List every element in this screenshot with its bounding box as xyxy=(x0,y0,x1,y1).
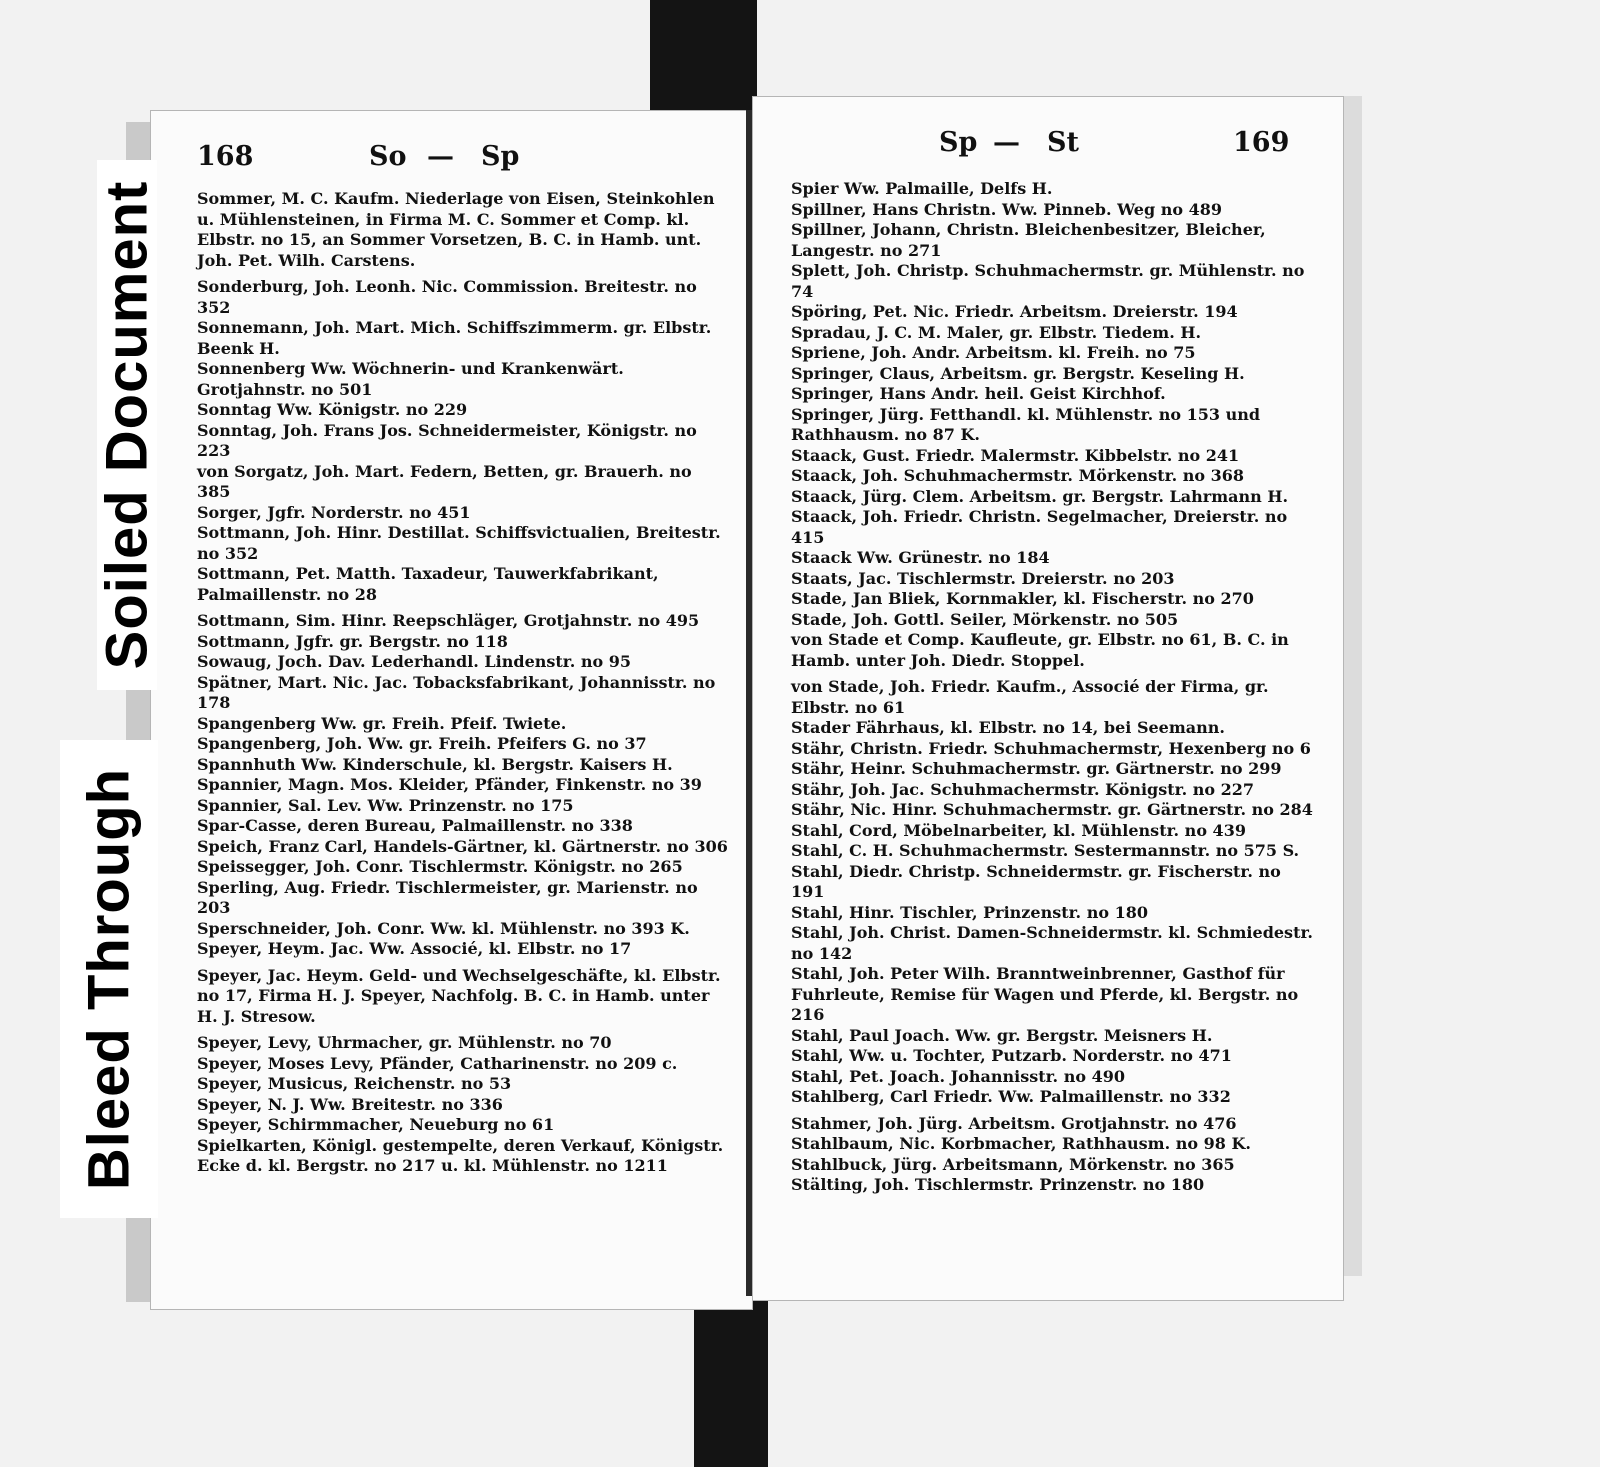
black-strip-top xyxy=(650,0,757,112)
directory-entry: Sonnenberg Ww. Wöchnerin- und Krankenwärt. Grotjahnstr. no 501 xyxy=(197,359,624,399)
directory-entry: Speyer, Moses Levy, Pfänder, Catharinenstr. no 209 c. xyxy=(197,1053,678,1073)
directory-entry: Stahl, Ww. u. Tochter, Putzarb. Norderstr. no 471 xyxy=(791,1046,1232,1065)
directory-entry: Spöring, Pet. Nic. Friedr. Arbeitsm. Dreierstr. 194 xyxy=(791,302,1238,321)
range-dash: — xyxy=(993,127,1020,158)
directory-entry: Sonnemann, Joh. Mart. Mich. Schiffszimmerm. gr. Elbstr. Beenk H. xyxy=(197,318,712,358)
directory-entry: Speyer, Heym. Jac. Ww. Associé, kl. Elbstr. no 17 xyxy=(197,939,632,958)
directory-entry: Staack, Joh. Friedr. Christn. Segelmacher, Dreierstr. no 415 xyxy=(791,507,1288,547)
directory-entry: Sottmann, Sim. Hinr. Reepschläger, Grotjahnstr. no 495 xyxy=(197,611,700,630)
directory-entry: Sperling, Aug. Friedr. Tischlermeister, gr. Marienstr. no 203 xyxy=(197,877,698,917)
directory-entry: Springer, Jürg. Fetthandl. kl. Mühlenstr. no 153 und Rathhausm. no 87 K. xyxy=(791,404,1261,444)
right-page-header xyxy=(753,127,1343,167)
directory-entry: Spar-Casse, deren Bureau, Palmaillenstr. no 338 xyxy=(197,816,633,835)
directory-entry: Spangenberg, Joh. Ww. gr. Freih. Pfeifers G. no 37 xyxy=(197,734,647,753)
directory-entry: Stähr, Nic. Hinr. Schuhmachermstr. gr. Gärtnerstr. no 284 xyxy=(791,800,1313,819)
soiled-document-label xyxy=(94,160,160,690)
page-number: 169 xyxy=(1233,127,1290,158)
directory-entry: Speissegger, Joh. Conr. Tischlermstr. Königstr. no 265 xyxy=(197,857,683,876)
directory-entry: Speyer, Musicus, Reichenstr. no 53 xyxy=(197,1074,512,1093)
directory-entry: Stade, Joh. Gottl. Seiler, Mörkenstr. no 505 xyxy=(791,609,1179,629)
range-to: Sp xyxy=(481,141,520,172)
bleed-through-text: Bleed Through xyxy=(76,767,142,1191)
black-strip-bottom xyxy=(694,1300,768,1467)
soiled-document-text: Soiled Document xyxy=(94,180,160,670)
directory-entry: Speyer, Levy, Uhrmacher, gr. Mühlenstr. no 70 xyxy=(197,1033,612,1052)
directory-entry: Sperschneider, Joh. Conr. Ww. kl. Mühlenstr. no 393 K. xyxy=(197,918,690,938)
directory-entry: Staats, Jac. Tischlermstr. Dreierstr. no 203 xyxy=(791,568,1175,588)
directory-entry: Springer, Hans Andr. heil. Geist Kirchhof. xyxy=(791,384,1166,403)
directory-entry: Sottmann, Joh. Hinr. Destillat. Schiffsvictualien, Breitestr. no 352 xyxy=(197,523,721,563)
directory-entry: Stader Fährhaus, kl. Elbstr. no 14, bei Seemann. xyxy=(791,718,1225,737)
directory-entry: Stähr, Heinr. Schuhmachermstr. gr. Gärtnerstr. no 299 xyxy=(791,759,1282,778)
directory-entry: von Stade et Comp. Kaufleute, gr. Elbstr. no 61, B. C. in Hamb. unter Joh. Diedr. Stoppel. xyxy=(791,630,1289,670)
page-number: 168 xyxy=(197,141,254,172)
range-from: Sp xyxy=(939,127,978,158)
right-page xyxy=(752,96,1344,1301)
directory-entry: Sorger, Jgfr. Norderstr. no 451 xyxy=(197,502,471,522)
left-page xyxy=(150,110,753,1310)
right-entries-list xyxy=(791,179,1313,1196)
range-to: St xyxy=(1047,127,1079,158)
directory-entry: Spätner, Mart. Nic. Jac. Tobacksfabrikant, Johannisstr. no 178 xyxy=(197,672,716,712)
directory-entry: Stahlbaum, Nic. Korbmacher, Rathhausm. no 98 K. xyxy=(791,1134,1251,1153)
directory-entry: Stälting, Joh. Tischlermstr. Prinzenstr. no 180 xyxy=(791,1175,1205,1194)
directory-entry: Staack Ww. Grünestr. no 184 xyxy=(791,548,1050,567)
directory-entry: Springer, Claus, Arbeitsm. gr. Bergstr. Keseling H. xyxy=(791,363,1245,383)
directory-entry: Splett, Joh. Christp. Schuhmachermstr. gr. Mühlenstr. no 74 xyxy=(791,261,1305,301)
directory-entry: Spangenberg Ww. gr. Freih. Pfeif. Twiete. xyxy=(197,713,567,733)
directory-entry: Speyer, Jac. Heym. Geld- und Wechselgeschäfte, kl. Elbstr. no 17, Firma H. J. Speyer, Nachfolg. B. C. in Hamb. unter H. J. Stresow. xyxy=(197,965,721,1026)
directory-entry: Stahlberg, Carl Friedr. Ww. Palmaillenstr. no 332 xyxy=(791,1087,1231,1106)
bleed-through-label xyxy=(60,740,158,1218)
directory-entry: Sowaug, Joch. Dav. Lederhandl. Lindenstr. no 95 xyxy=(197,652,632,671)
directory-entry: Stade, Jan Bliek, Kornmakler, kl. Fischerstr. no 270 xyxy=(791,589,1254,608)
directory-entry: Stahlbuck, Jürg. Arbeitsmann, Mörkenstr. no 365 xyxy=(791,1154,1235,1174)
directory-entry: Sottmann, Pet. Matth. Taxadeur, Tauwerkfabrikant, Palmaillenstr. no 28 xyxy=(197,564,659,604)
directory-entry: Stahl, Pet. Joach. Johannisstr. no 490 xyxy=(791,1066,1125,1086)
range-dash: — xyxy=(427,141,454,172)
directory-entry: Sonntag Ww. Königstr. no 229 xyxy=(197,400,468,419)
directory-entry: Spriene, Joh. Andr. Arbeitsm. kl. Freih. no 75 xyxy=(791,343,1196,362)
directory-entry: Staack, Gust. Friedr. Malermstr. Kibbelstr. no 241 xyxy=(791,445,1240,465)
directory-entry: Sonderburg, Joh. Leonh. Nic. Commission. Breitestr. no 352 xyxy=(197,277,697,317)
directory-entry: Stahl, Joh. Christ. Damen-Schneidermstr. kl. Schmiedestr. no 142 xyxy=(791,923,1313,963)
directory-entry: Spielkarten, Königl. gestempelte, deren Verkauf, Königstr. Ecke d. kl. Bergstr. no 217 u. kl. Mühlenstr. no 1211 xyxy=(197,1135,724,1175)
directory-entry: Staack, Jürg. Clem. Arbeitsm. gr. Bergstr. Lahrmann H. xyxy=(791,486,1289,506)
range-from: So xyxy=(369,141,407,172)
directory-entry: Speyer, N. J. Ww. Breitestr. no 336 xyxy=(197,1094,503,1114)
directory-entry: Sommer, M. C. Kaufm. Niederlage von Eisen, Steinkohlen u. Mühlensteinen, in Firma M. C. Sommer et Comp. kl. Elbstr. no 15, an Sommer Vorsetzen, B. C. in Hamb. unt. Joh. Pet. Wilh. Carstens. xyxy=(197,189,715,270)
directory-entry: Stahl, Diedr. Christp. Schneidermstr. gr. Fischerstr. no 191 xyxy=(791,861,1281,901)
directory-entry: Spier Ww. Palmaille, Delfs H. xyxy=(791,179,1053,198)
left-entries-list xyxy=(197,189,728,1177)
directory-entry: Stahl, Cord, Möbelnarbeiter, kl. Mühlenstr. no 439 xyxy=(791,820,1246,840)
directory-entry: Staack, Joh. Schuhmachermstr. Mörkenstr. no 368 xyxy=(791,466,1245,485)
directory-entry: Stähr, Christn. Friedr. Schuhmachermstr, Hexenberg no 6 xyxy=(791,738,1311,758)
directory-entry: Spillner, Johann, Christn. Bleichenbesitzer, Bleicher, Langestr. no 271 xyxy=(791,220,1266,260)
directory-entry: Stahmer, Joh. Jürg. Arbeitsm. Grotjahnstr. no 476 xyxy=(791,1113,1237,1133)
directory-entry: Stahl, Hinr. Tischler, Prinzenstr. no 180 xyxy=(791,902,1148,922)
directory-entry: Spannier, Sal. Lev. Ww. Prinzenstr. no 175 xyxy=(197,795,574,815)
directory-entry: Spillner, Hans Christn. Ww. Pinneb. Weg no 489 xyxy=(791,199,1222,219)
directory-entry: Spannhuth Ww. Kinderschule, kl. Bergstr. Kaisers H. xyxy=(197,754,673,774)
directory-entry: von Sorgatz, Joh. Mart. Federn, Betten, gr. Brauerh. no 385 xyxy=(197,461,692,501)
left-page-header xyxy=(151,141,752,181)
directory-entry: Stähr, Joh. Jac. Schuhmachermstr. Königstr. no 227 xyxy=(791,779,1254,799)
directory-entry: Stahl, C. H. Schuhmachermstr. Sestermannstr. no 575 S. xyxy=(791,841,1300,860)
directory-entry: Sottmann, Jgfr. gr. Bergstr. no 118 xyxy=(197,631,508,651)
directory-entry: Spradau, J. C. M. Maler, gr. Elbstr. Tiedem. H. xyxy=(791,322,1202,342)
directory-entry: Stahl, Paul Joach. Ww. gr. Bergstr. Meisners H. xyxy=(791,1025,1213,1045)
directory-entry: von Stade, Joh. Friedr. Kaufm., Associé der Firma, gr. Elbstr. no 61 xyxy=(791,677,1269,717)
directory-entry: Speich, Franz Carl, Handels-Gärtner, kl. Gärtnerstr. no 306 xyxy=(197,836,728,856)
directory-entry: Stahl, Joh. Peter Wilh. Branntweinbrenner, Gasthof für Fuhrleute, Remise für Wagen und Pferde, kl. Bergstr. no 216 xyxy=(791,964,1299,1024)
directory-entry: Spannier, Magn. Mos. Kleider, Pfänder, Finkenstr. no 39 xyxy=(197,775,702,794)
directory-entry: Speyer, Schirmmacher, Neueburg no 61 xyxy=(197,1115,555,1134)
directory-entry: Sonntag, Joh. Frans Jos. Schneidermeister, Königstr. no 223 xyxy=(197,420,697,460)
